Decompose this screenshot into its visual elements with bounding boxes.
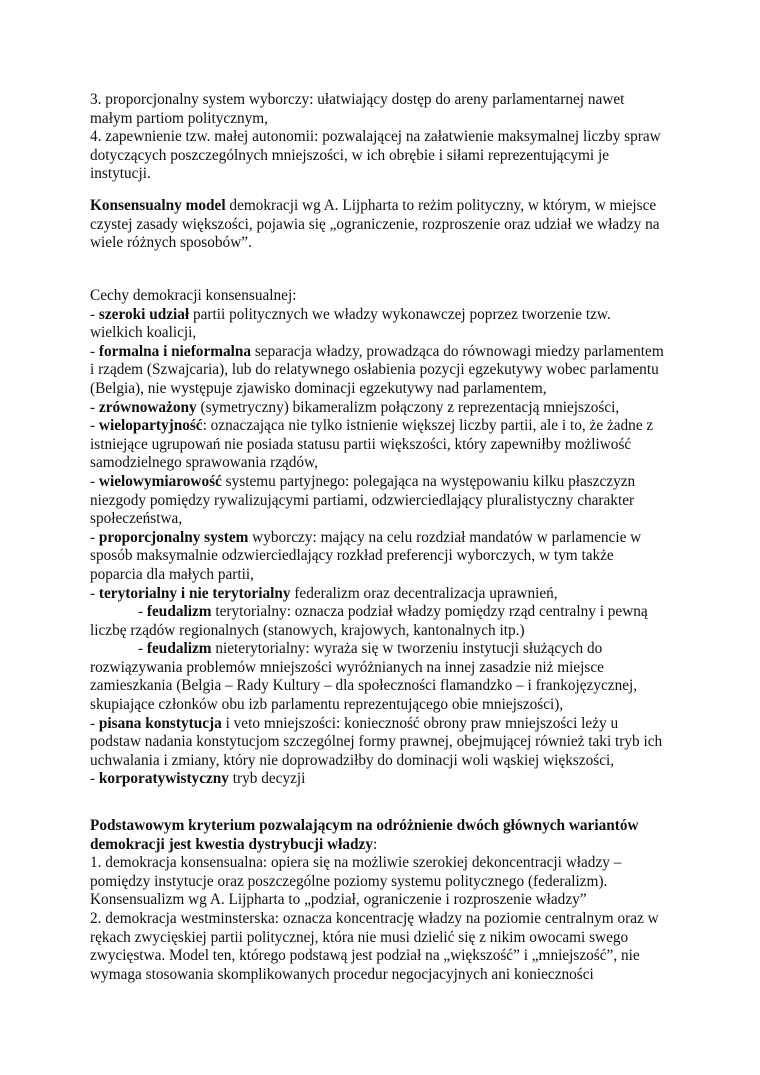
list-item: - pisana konstytucja i veto mniejszości: konieczność obrony praw mniejszości leży u bbox=[90, 714, 619, 732]
bold-term: Konsensualny model bbox=[90, 197, 226, 214]
distribution-criterion: Podstawowym kryterium pozwalającym na odróżnienie dwóch głównych wariantów demokracji jest kwestia dystrybucji władzy: 1. demokracja konsensualna: opiera się na możliwie szerokiej dekoncentracji władzy – pomiędzy instytucje oraz poszczególne poziomy systemu politycznego (federalizm). Konsensualizm wg A. Lijpharta to „podział, ograniczenie i rozproszenie władzy” 2. demokracja westminsterska: oznacza koncentrację władzy na poziomie centralnym oraz w rękach zwycięskiej partii politycznej, która nie musi dzielić się z nikim owocami swego zwycięstwa. Model ten, którego podstawą jest podział na „większość” i „mniejszość”, nie wymaga stosowania skomplikowanych procedur negocjacyjnych ani konieczności bbox=[90, 817, 659, 983]
list-item: - formalna i nieformalna separacja władzy, prowadząca do równowagi miedzy parlamentem bbox=[90, 342, 664, 360]
list-item: - zrównoważony (symetryczny) bikameralizm połączony z reprezentacją mniejszości, bbox=[90, 398, 620, 416]
criterion-heading: Podstawowym kryterium pozwalającym na odróżnienie dwóch głównych wariantów bbox=[90, 817, 639, 834]
text-line: czystej zasady większości, pojawia się „ograniczenie, rozproszenie oraz udział we władzy na bbox=[90, 215, 660, 233]
list-item: - korporatywistyczny tryb decyzji bbox=[90, 770, 306, 788]
consensual-model-definition: Konsensualny model demokracji wg A. Lijpharta to reżim polityczny, w którym, w miejsce czystej zasady większości, pojawia się „ograniczenie, rozproszenie oraz udział we władzy na wiele różnych sposobów”. bbox=[90, 197, 680, 253]
text-line: wiele różnych sposobów”. bbox=[90, 234, 252, 252]
text-line: małym partiom politycznym, bbox=[90, 109, 269, 127]
list-item: - proporcjonalny system wyborczy: mający na celu rozdział mandatów w parlamencie w bbox=[90, 528, 642, 546]
features-heading: Cechy demokracji konsensualnej: bbox=[90, 287, 297, 304]
top-list bbox=[90, 91, 680, 184]
text-line: 3. proporcjonalny system wyborczy: ułatwiający dostęp do areny parlamentarnej nawet bbox=[90, 91, 625, 108]
list-subitem: - feudalizm terytorialny: oznacza podział władzy pomiędzy rząd centralny i pewną bbox=[138, 603, 648, 621]
list-subitem: - feudalizm nieterytorialny: wyraża się w tworzeniu instytucji służących do bbox=[138, 640, 603, 658]
text-line: 4. zapewnienie tzw. małej autonomii: pozwalającej na załatwienie maksymalnej liczby spraw bbox=[90, 128, 661, 146]
features-list: Cechy demokracji konsensualnej: - szeroki udział partii politycznych we władzy wykonawczej poprzez tworzenie tzw. wielkich koalicji, - formalna i nieformalna separacja władzy, prowadząca do równowagi miedzy parlamentem i rządem (Szwajcaria), lub do relatywnego osłabienia pozycji egzekutywy wobec parlamentu (Belgia), nie występuje zjawisko dominacji egzekutywy nad parlamentem, - zrównoważony (symetryczny) bikameralizm połączony z reprezentacją mniejszości, - wielopartyjność: oznaczająca nie tylko istnienie większej liczby partii, ale i to, że żadne z istniejące ugrupowań nie posiada statusu partii większości, który zapewniłby możliwość samodzielnego sprawowania rządów, - wielowymiarowość systemu partyjnego: polegająca na występowaniu kilku płaszczyzn niezgody pomiędzy rywalizującymi partiami, odzwierciedlający pluralistyczny charakter społeczeństwa, - proporcjonalny system wyborczy: mający na celu rozdział mandatów w parlamencie w sposób maksymalnie odzwierciedlający rozkład preferencji wyborczych, w tym także poparcia dla małych partii, - terytorialny i nie terytorialny federalizm oraz decentralizacja uprawnień, - feudalizm terytorialny: oznacza podział władzy pomiędzy rząd centralny i pewną liczbę rządów regionalnych (stanowych, krajowych, kantonalnych itp.) - feudalizm nieterytorialny: wyraża się w tworzeniu instytucji służących do rozwiązywania problemów mniejszości wyróżnianych na innej zasadzie niż miejsce zamieszkania (Belgia – Rady Kultury – dla społeczności flamandzko – i frankojęzycznej, skupiające członków obu izb parlamentu reprezentującego obie mniejszości), - pisana konstytucja i veto mniejszości: konieczność obrony praw mniejszości leży u podstaw nadania konstytucjom szczególnej formy prawnej, obejmującej również taki tryb ich uchwalania i zmiany, który nie doprowadziłby do dominacji woli wąskiej większości, - korporatywistyczny tryb decyzji bbox=[90, 287, 680, 789]
list-item: - terytorialny i nie terytorialny federalizm oraz decentralizacja uprawnień, bbox=[90, 584, 558, 602]
list-item: - szeroki udział partii politycznych we władzy wykonawczej poprzez tworzenie tzw. bbox=[90, 305, 611, 323]
list-item: - wielowymiarowość systemu partyjnego: polegająca na występowaniu kilku płaszczyzn bbox=[90, 472, 636, 490]
list-item: - wielopartyjność: oznaczająca nie tylko istnienie większej liczby partii, ale i to, że żadne z bbox=[90, 417, 654, 435]
text-line: dotyczących poszczególnych mniejszości, w ich obrębie i siłami reprezentującymi je bbox=[90, 146, 610, 164]
text-line: instytucji. bbox=[90, 165, 151, 183]
